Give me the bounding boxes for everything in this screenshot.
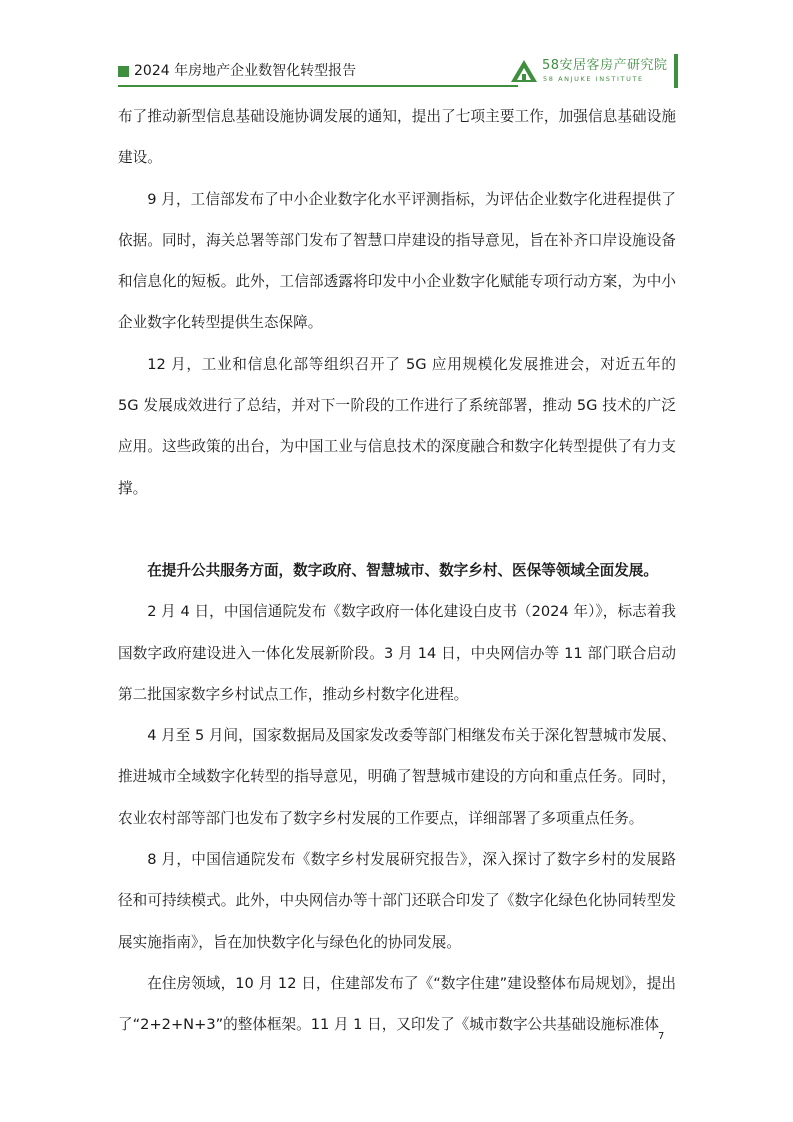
header-square-icon (118, 66, 129, 77)
page-number: 7 (658, 1031, 665, 1042)
paragraph: 9 月，工信部发布了中小企业数字化水平评测指标，为评估企业数字化进程提供了依据。同时，海关总署等部门发布了智慧口岸建设的指导意见，旨在补齐口岸设施设备和信息化的短板。此外，工信部透露将印发中小企业数字化赋能专项行动方案，为中小企业数字化转型提供生态保障。 (118, 190, 676, 332)
paragraph: 4 月至 5 月间，国家数据局及国家发改委等部门相继发布关于深化智慧城市发展、推进城市全域数字化转型的指导意见，明确了智慧城市建设的方向和重点任务。同时，农业农村部等部门也发布了数字乡村发展的工作要点，详细部署了多项重点任务。 (118, 727, 676, 827)
report-title: 2024 年房地产企业数智化转型报告 (134, 63, 357, 79)
logo-house-icon (510, 58, 538, 84)
paragraph-spacer (118, 509, 676, 550)
paragraph: 在住房领域，10 月 12 日，住建部发布了《“数字住建”建设整体布局规划》，提出了“2+2+N+3”的整体框架。11 月 1 日，又印发了《城市数字公共基础设施标准体 (118, 974, 676, 1034)
header-rule (118, 85, 518, 87)
logo-subtitle: 58 ANJUKE INSTITUTE (543, 75, 644, 83)
logo-name: 58安居客房产研究院 (542, 58, 668, 73)
paragraph: 2 月 4 日，中国信通院发布《数字政府一体化建设白皮书（2024 年）》，标志着我国数字政府建设进入一体化发展新阶段。3 月 14 日，中央网信办等 11 部门联合启动第二批国家数字乡村试点工作，推动乡村数字化进程。 (118, 603, 676, 703)
body-text (118, 96, 676, 1046)
paragraph: 12 月，工业和信息化部等组织召开了 5G 应用规模化发展推进会，对近五年的 5G 发展成效进行了总结，并对下一阶段的工作进行了系统部署，推动 5G 技术的广泛应用。这些政策的出台，为中国工业与信息技术的深度融合和数字化转型提供了有力支撑。 (118, 355, 676, 497)
institute-logo (510, 54, 678, 88)
page-header (118, 52, 678, 88)
paragraph: 布了推动新型信息基础设施协调发展的通知，提出了七项主要工作，加强信息基础设施建设。 (118, 108, 676, 167)
section-lead: 在提升公共服务方面，数字政府、智慧城市、数字乡村、医保等领域全面发展。 (147, 561, 658, 579)
logo-bar (674, 54, 678, 88)
paragraph: 8 月，中国信通院发布《数字乡村发展研究报告》，深入探讨了数字乡村的发展路径和可持续模式。此外，中央网信办等十部门还联合印发了《数字化绿色化协同转型发展实施指南》，旨在加快数字化与绿色化的协同发展。 (118, 851, 676, 951)
